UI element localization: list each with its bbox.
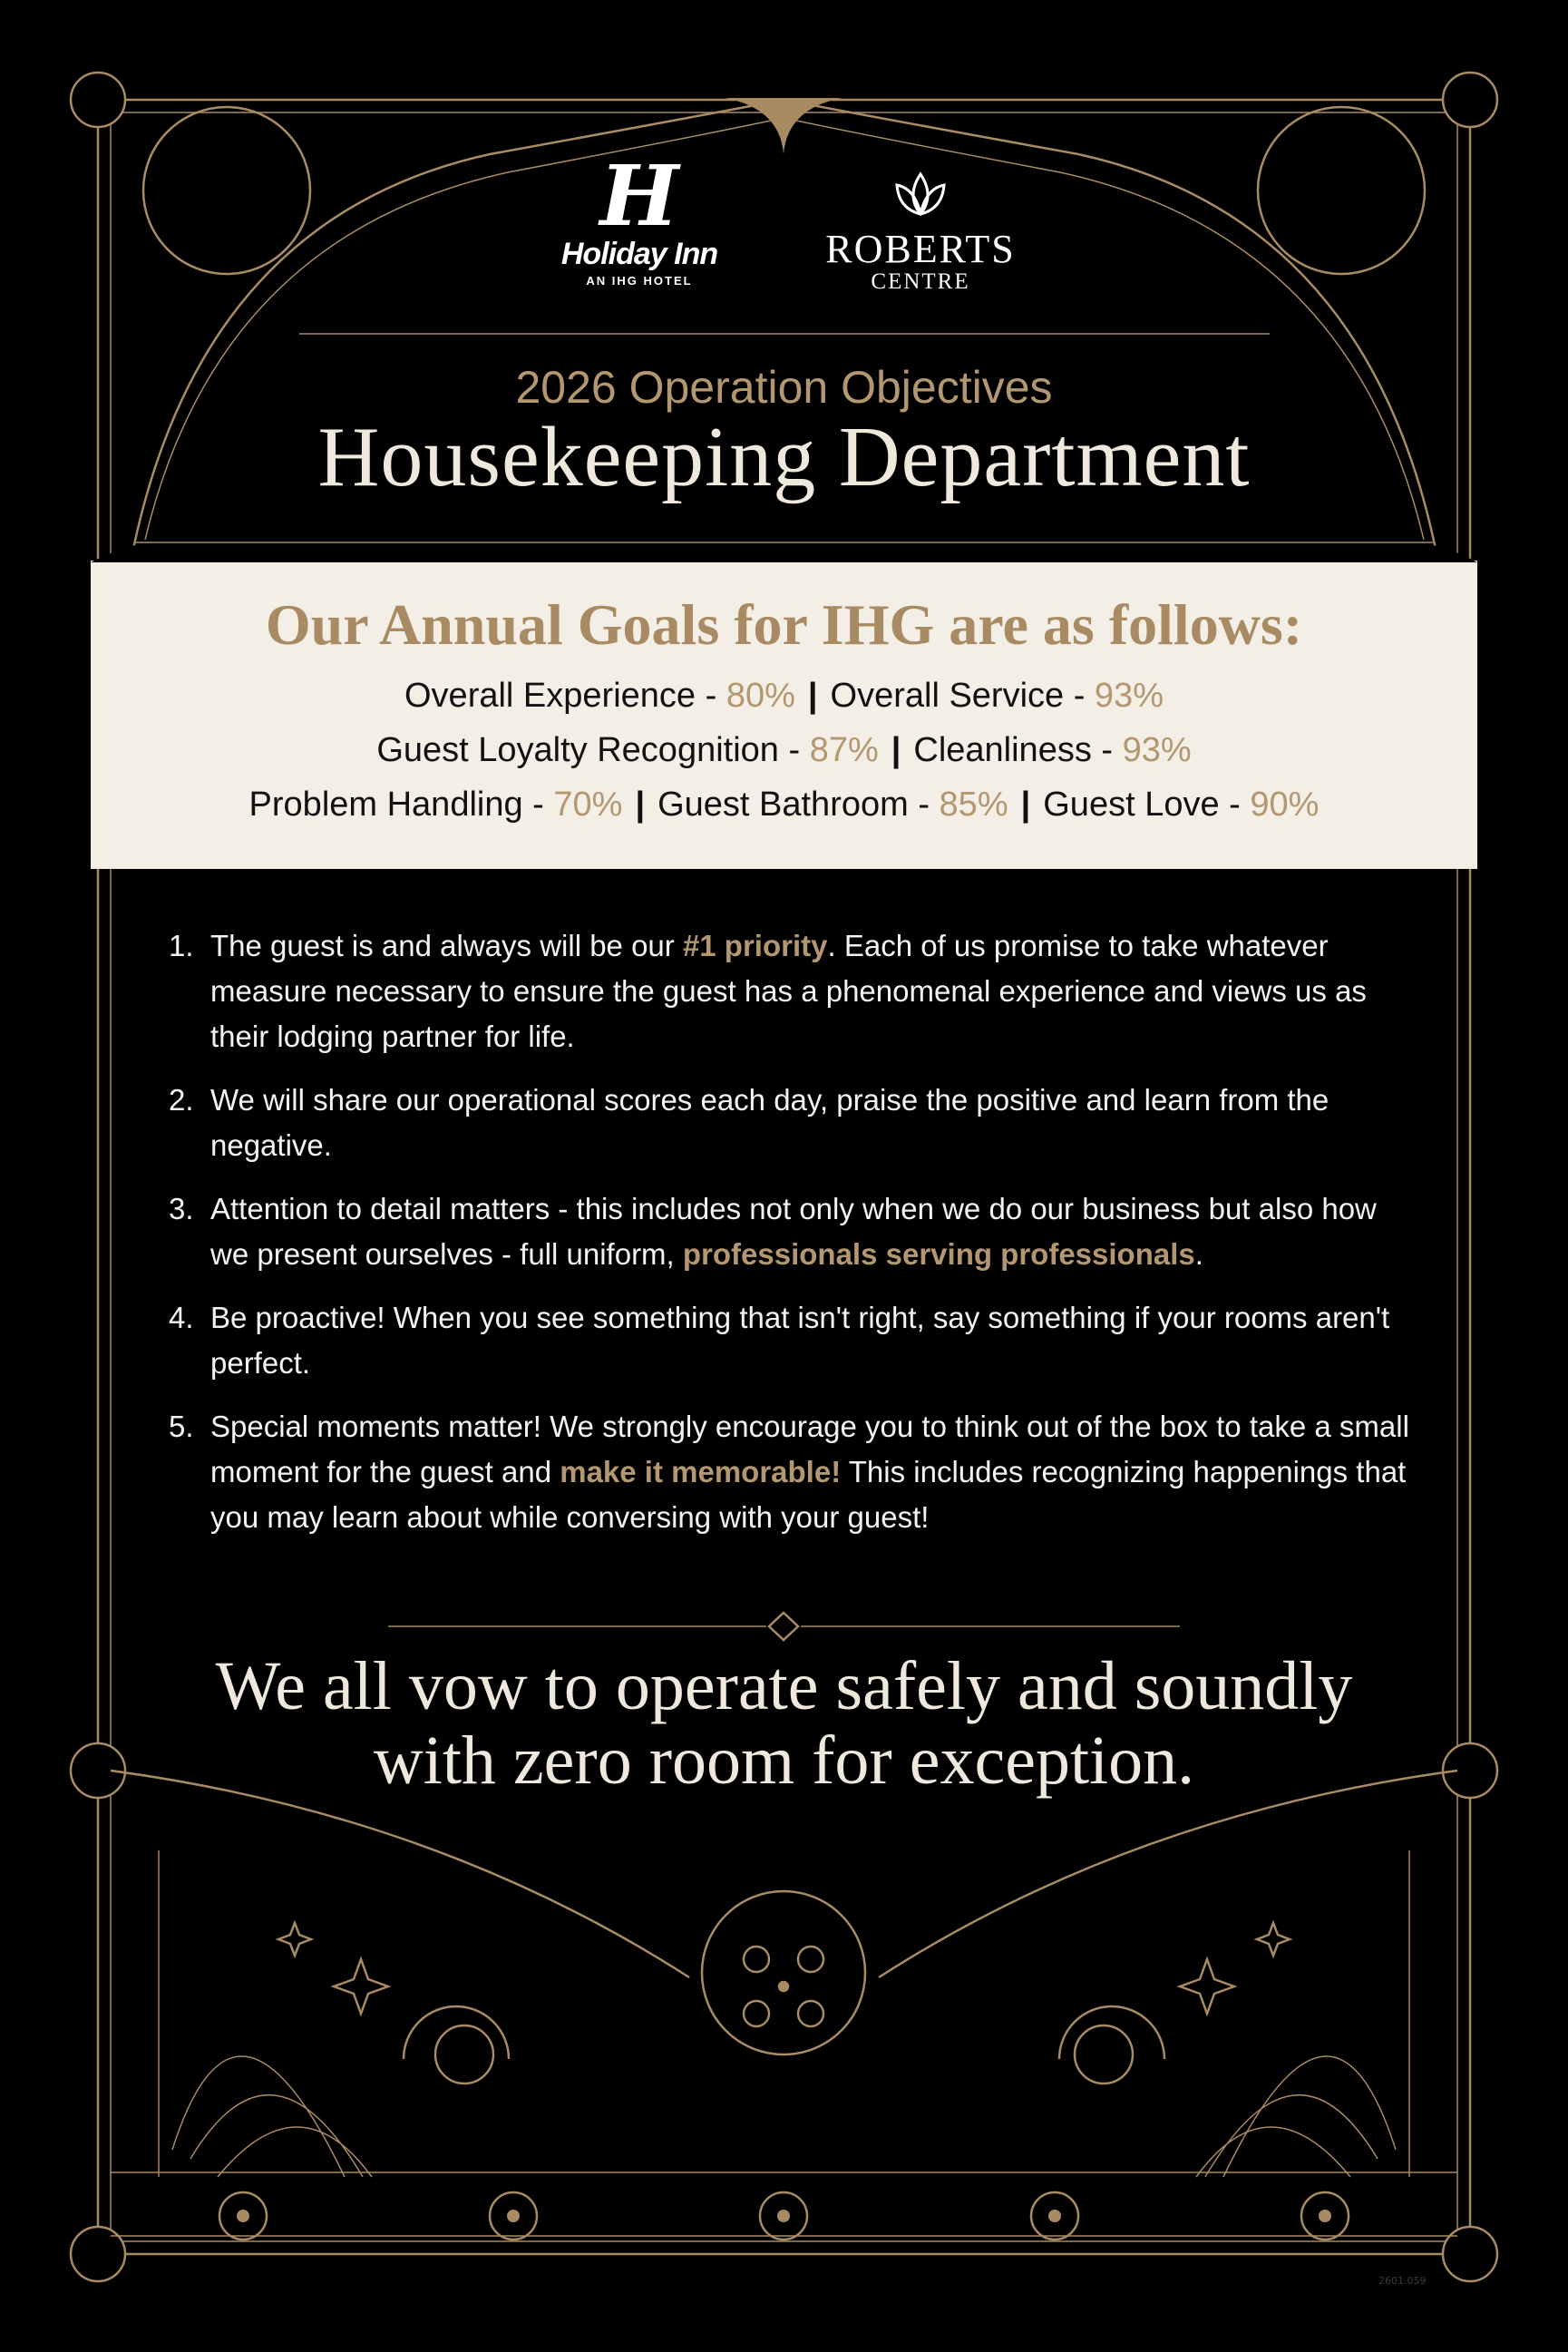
objective-text: . Each of us promise to take whatever measure necessary to ensure the guest has a phenomenal experience and views us as their lodging partner for life. — [210, 929, 1367, 1053]
goals-heading: Our Annual Goals for IHG are as follows: — [265, 592, 1303, 657]
vow-line-1: We all vow to operate safely and soundly — [215, 1648, 1353, 1724]
objective-text: This includes recognizing happenings that you may learn about while conversing with your guest! — [210, 1455, 1407, 1534]
goal-value: 93% — [1094, 677, 1164, 715]
objective-item — [163, 1404, 1415, 1540]
document-code: 2601.059 — [1378, 2275, 1427, 2287]
objective-number: 2. — [169, 1083, 194, 1117]
objective-item — [163, 1186, 1415, 1277]
goal-value: 85% — [939, 786, 1008, 824]
objective-number: 3. — [169, 1192, 194, 1225]
goal-line — [0, 731, 1568, 770]
holiday-inn-logo — [553, 147, 726, 288]
vow-statement — [0, 1649, 1568, 1798]
holiday-inn-mark: H — [599, 147, 679, 245]
objective-number: 4. — [169, 1301, 194, 1334]
goal-label: Guest Love - — [1043, 786, 1251, 824]
goal-line — [0, 677, 1568, 716]
goal-separator: | — [891, 731, 901, 769]
page-title: Housekeeping Department — [317, 410, 1251, 504]
goal-label: Guest Loyalty Recognition - — [376, 731, 810, 769]
goal-label: Overall Service - — [830, 677, 1095, 715]
goal-value: 90% — [1250, 786, 1320, 824]
objective-item — [163, 923, 1415, 1059]
goal-label: Overall Experience - — [404, 677, 726, 715]
objective-highlight: #1 priority — [682, 929, 828, 962]
goal-value: 87% — [809, 731, 879, 769]
goal-value: 93% — [1122, 731, 1192, 769]
roberts-centre-logo — [812, 169, 1029, 294]
objective-item — [163, 1295, 1415, 1386]
objective-item — [163, 1078, 1415, 1168]
goal-label: Guest Bathroom - — [657, 786, 940, 824]
objective-text: We will share our operational scores each day, praise the positive and learn from the negative. — [210, 1083, 1329, 1162]
page-subtitle: 2026 Operation Objectives — [515, 362, 1053, 413]
goal-line — [0, 786, 1568, 825]
centre-sub: CENTRE — [871, 269, 970, 294]
objective-text: Attention to detail matters - this includes not only when we do our business but also how we present ourselves - full uniform, — [210, 1192, 1377, 1271]
goal-value: 70% — [553, 786, 623, 824]
objectives-list — [163, 923, 1415, 1558]
goal-separator: | — [635, 786, 646, 824]
holiday-inn-sub: AN IHG HOTEL — [586, 274, 693, 288]
goal-separator: | — [807, 677, 818, 715]
goal-separator: | — [1020, 786, 1031, 824]
objective-text: . — [1194, 1237, 1203, 1271]
objective-text: Special moments matter! We strongly encourage you to think out of the box to take a small moment for the guest and — [210, 1410, 1409, 1488]
objective-highlight: professionals serving professionals — [682, 1237, 1195, 1271]
objective-text: The guest is and always will be our — [210, 929, 683, 962]
goal-label: Problem Handling - — [248, 786, 554, 824]
holiday-inn-name: Holiday Inn — [560, 237, 718, 271]
goal-label: Cleanliness - — [913, 731, 1123, 769]
objective-text: Be proactive! When you see something that isn't right, say something if your rooms aren't perfect. — [210, 1301, 1390, 1380]
objective-number: 5. — [169, 1410, 194, 1443]
objective-number: 1. — [169, 929, 194, 962]
roberts-name: ROBERTS — [825, 227, 1016, 271]
lotus-icon — [893, 169, 948, 220]
vow-line-2: with zero room for exception. — [373, 1723, 1195, 1799]
objective-highlight: make it memorable! — [560, 1455, 842, 1488]
goal-value: 80% — [726, 677, 795, 715]
